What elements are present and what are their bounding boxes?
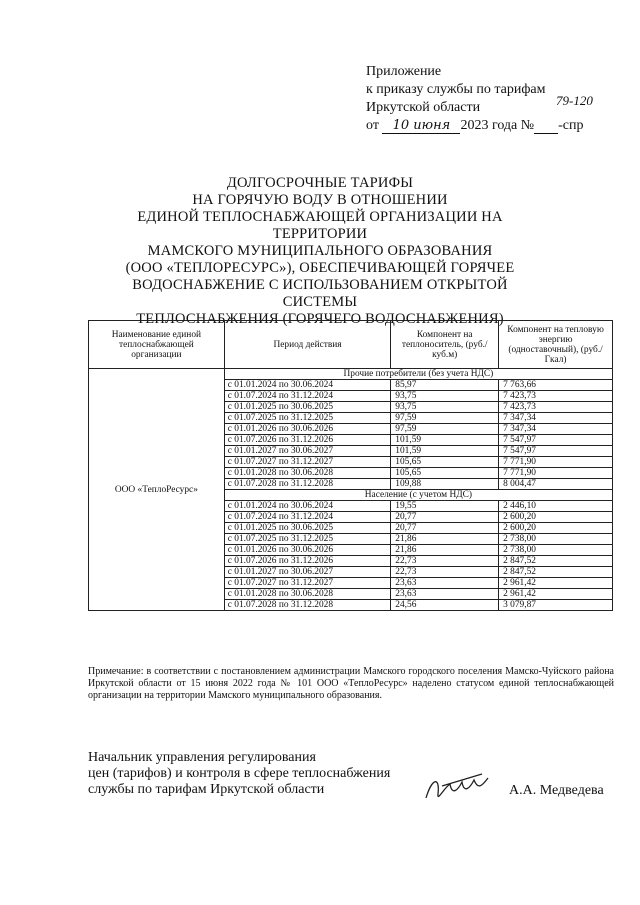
period-cell: с 01.07.2028 по 31.12.2028: [224, 479, 391, 490]
period-cell: с 01.07.2024 по 31.12.2024: [224, 391, 391, 402]
title-line: ТЕПЛОСНАБЖЕНИЯ (ГОРЯЧЕГО ВОДОСНАБЖЕНИЯ): [136, 311, 504, 327]
energy-cell: 2 961,42: [499, 578, 613, 589]
energy-cell: 8 004,47: [499, 479, 613, 490]
energy-cell: 7 771,90: [499, 468, 613, 479]
date-year: 2023 года №: [460, 118, 535, 133]
period-cell: с 01.07.2026 по 31.12.2026: [224, 556, 391, 567]
carrier-cell: 22,73: [391, 556, 499, 567]
carrier-cell: 23,63: [391, 589, 499, 600]
energy-cell: 7 763,66: [499, 380, 613, 391]
energy-cell: 7 423,73: [499, 402, 613, 413]
period-cell: с 01.01.2028 по 30.06.2028: [224, 468, 391, 479]
signer-title-line3: службы по тарифам Иркутской области: [88, 782, 325, 797]
period-cell: с 01.07.2027 по 31.12.2027: [224, 457, 391, 468]
appendix-line1: Приложение: [366, 64, 442, 79]
energy-cell: 7 347,34: [499, 413, 613, 424]
date-handwritten: 10 июня: [382, 119, 460, 134]
appendix-line3: Иркутской области: [366, 100, 481, 115]
carrier-cell: 97,59: [391, 424, 499, 435]
carrier-cell: 23,63: [391, 578, 499, 589]
header-carrier: Компонент на теплоноситель, (руб./куб.м): [391, 321, 499, 369]
header-energy: Компонент на тепловую энергию (одноставочный), (руб./Гкал): [499, 321, 613, 369]
handwritten-number: 79-120: [556, 93, 593, 108]
note: Примечание: в соответствии с постановлением администрации Мамского городского поселения Мамско-Чуйского района Иркутской области от 15 июня 2022 года № 101 ООО «ТеплоРесурс» наделено статусом единой теплоснабжающей организации на территории Мамского муниципального образования.: [88, 666, 614, 701]
carrier-cell: 101,59: [391, 446, 499, 457]
date-prefix: от: [366, 118, 379, 133]
number-suffix: -спр: [558, 118, 584, 133]
period-cell: с 01.01.2024 по 30.06.2024: [224, 380, 391, 391]
period-cell: с 01.01.2024 по 30.06.2024: [224, 501, 391, 512]
period-cell: с 01.01.2027 по 30.06.2027: [224, 446, 391, 457]
carrier-cell: 21,86: [391, 534, 499, 545]
carrier-cell: 93,75: [391, 391, 499, 402]
period-cell: с 01.01.2025 по 30.06.2025: [224, 402, 391, 413]
section-other-consumers: Прочие потребители (без учета НДС): [224, 369, 612, 380]
signature-block: [88, 750, 390, 798]
period-cell: с 01.07.2025 по 31.12.2025: [224, 534, 391, 545]
carrier-cell: 85,97: [391, 380, 499, 391]
title-line: ВОДОСНАБЖЕНИЕ С ИСПОЛЬЗОВАНИЕМ ОТКРЫТОЙ СИСТЕМЫ: [132, 277, 508, 310]
energy-cell: 2 600,20: [499, 523, 613, 534]
title-line: МАМСКОГО МУНИЦИПАЛЬНОГО ОБРАЗОВАНИЯ: [147, 243, 493, 259]
period-cell: с 01.01.2025 по 30.06.2025: [224, 523, 391, 534]
energy-cell: 2 847,52: [499, 556, 613, 567]
tariff-table: [88, 320, 613, 611]
carrier-cell: 101,59: [391, 435, 499, 446]
energy-cell: 2 738,00: [499, 534, 613, 545]
energy-cell: 7 771,90: [499, 457, 613, 468]
carrier-cell: 24,56: [391, 600, 499, 611]
header-org: Наименование единой теплоснабжающей организации: [89, 321, 225, 369]
carrier-cell: 105,65: [391, 457, 499, 468]
energy-cell: 7 347,34: [499, 424, 613, 435]
title-line: ЕДИНОЙ ТЕПЛОСНАБЖАЮЩЕЙ ОРГАНИЗАЦИИ НА ТЕРРИТОРИИ: [137, 209, 503, 242]
document-title: [110, 175, 530, 328]
period-cell: с 01.01.2026 по 30.06.2026: [224, 424, 391, 435]
period-cell: с 01.07.2028 по 31.12.2028: [224, 600, 391, 611]
title-line: ДОЛГОСРОЧНЫЕ ТАРИФЫ: [226, 175, 414, 191]
signer-title-line1: Начальник управления регулирования: [88, 750, 316, 765]
carrier-cell: 19,55: [391, 501, 499, 512]
org-name-cell: ООО «ТеплоРесурс»: [89, 369, 225, 611]
energy-cell: 2 961,42: [499, 589, 613, 600]
energy-cell: 2 847,52: [499, 567, 613, 578]
appendix-date-line: [366, 117, 584, 135]
energy-cell: 2 446,10: [499, 501, 613, 512]
carrier-cell: 109,88: [391, 479, 499, 490]
carrier-cell: 21,86: [391, 545, 499, 556]
appendix-line2: к приказу службы по тарифам: [366, 82, 546, 97]
period-cell: с 01.01.2028 по 30.06.2028: [224, 589, 391, 600]
period-cell: с 01.07.2027 по 31.12.2027: [224, 578, 391, 589]
carrier-cell: 20,77: [391, 512, 499, 523]
energy-cell: 2 738,00: [499, 545, 613, 556]
period-cell: с 01.07.2024 по 31.12.2024: [224, 512, 391, 523]
title-line: НА ГОРЯЧУЮ ВОДУ В ОТНОШЕНИИ: [192, 192, 448, 208]
appendix-header: [366, 63, 584, 135]
period-cell: с 01.01.2026 по 30.06.2026: [224, 545, 391, 556]
handwritten-signature: [422, 768, 502, 808]
period-cell: с 01.01.2027 по 30.06.2027: [224, 567, 391, 578]
carrier-cell: 93,75: [391, 402, 499, 413]
carrier-cell: 105,65: [391, 468, 499, 479]
carrier-cell: 20,77: [391, 523, 499, 534]
carrier-cell: 97,59: [391, 413, 499, 424]
energy-cell: 2 600,20: [499, 512, 613, 523]
section-population: Население (с учетом НДС): [224, 490, 612, 501]
signer-title-line2: цен (тарифов) и контроля в сфере теплоснабжения: [88, 766, 391, 781]
period-cell: с 01.07.2025 по 31.12.2025: [224, 413, 391, 424]
header-period: Период действия: [224, 321, 391, 369]
energy-cell: 3 079,87: [499, 600, 613, 611]
carrier-cell: 22,73: [391, 567, 499, 578]
signer-name: А.А. Медведева: [509, 783, 604, 798]
energy-cell: 7 547,97: [499, 435, 613, 446]
energy-cell: 7 547,97: [499, 446, 613, 457]
number-blank: [534, 119, 558, 134]
energy-cell: 7 423,73: [499, 391, 613, 402]
title-line: (ООО «ТЕПЛОРЕСУРС»), ОБЕСПЕЧИВАЮЩЕЙ ГОРЯЧЕЕ: [125, 260, 515, 276]
period-cell: с 01.07.2026 по 31.12.2026: [224, 435, 391, 446]
